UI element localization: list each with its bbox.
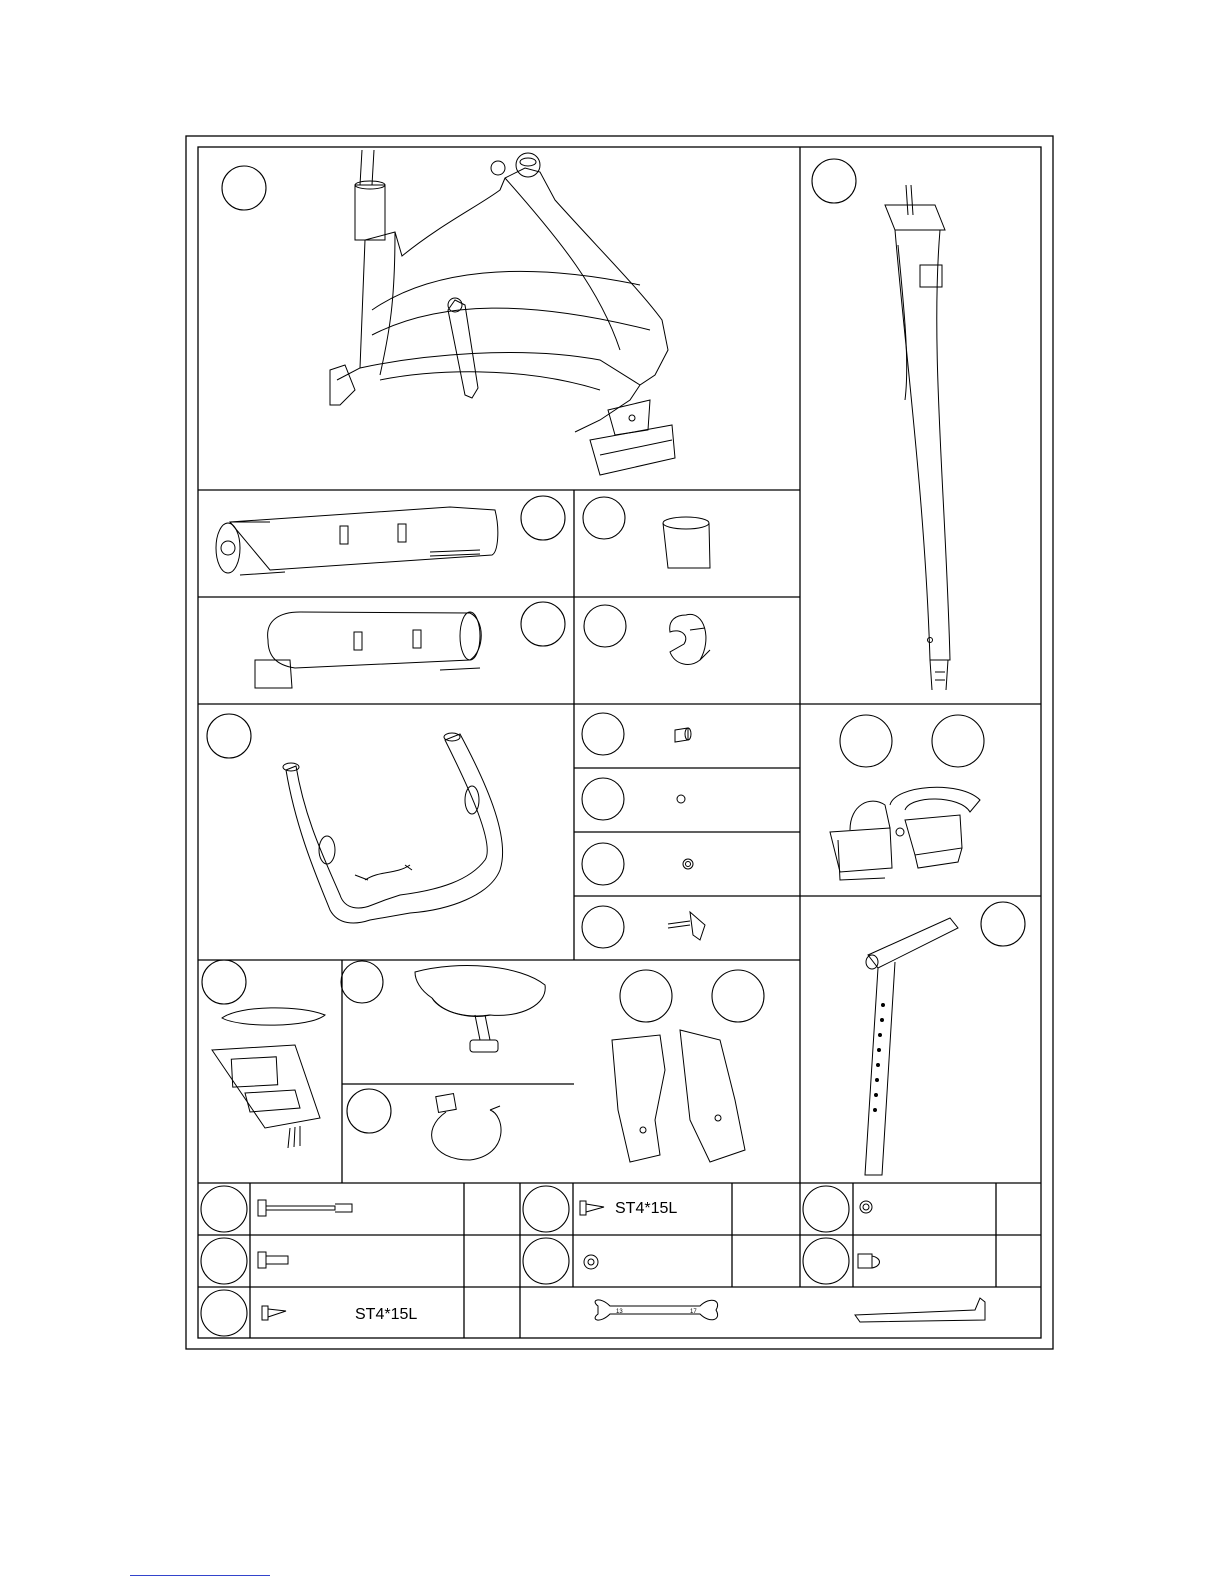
pedals-drawing [830,787,980,880]
adapter-drawing [432,1094,501,1160]
inner-frame [198,147,1041,1338]
tools-drawings [595,1298,985,1322]
sleeve-drawing [663,517,710,568]
upright-post-drawing [885,185,950,690]
screw-a-label: ST4*15L [355,1306,418,1323]
allen-key-icon [855,1298,985,1322]
wrench-icon [595,1300,718,1320]
front-stabilizer-drawing [216,507,498,575]
wrench-size-right: 17 [690,1309,697,1315]
saddle-drawing [415,966,545,1052]
screw-b-label: ST4*15L [615,1200,678,1217]
seat-post-drawing [865,918,958,1175]
rear-stabilizer-drawing [255,612,481,688]
handlebar-drawing [283,733,503,923]
footer-link[interactable] [130,1575,270,1576]
wrench-size-left: 13 [616,1309,623,1315]
main-frame-drawing [330,150,675,475]
small-parts-drawing [668,728,705,940]
console-drawing [212,1008,325,1148]
bushing-drawing [670,614,710,664]
part-number-circles [201,159,1025,1336]
side-covers-drawing [612,1030,745,1162]
outer-frame [186,136,1053,1349]
